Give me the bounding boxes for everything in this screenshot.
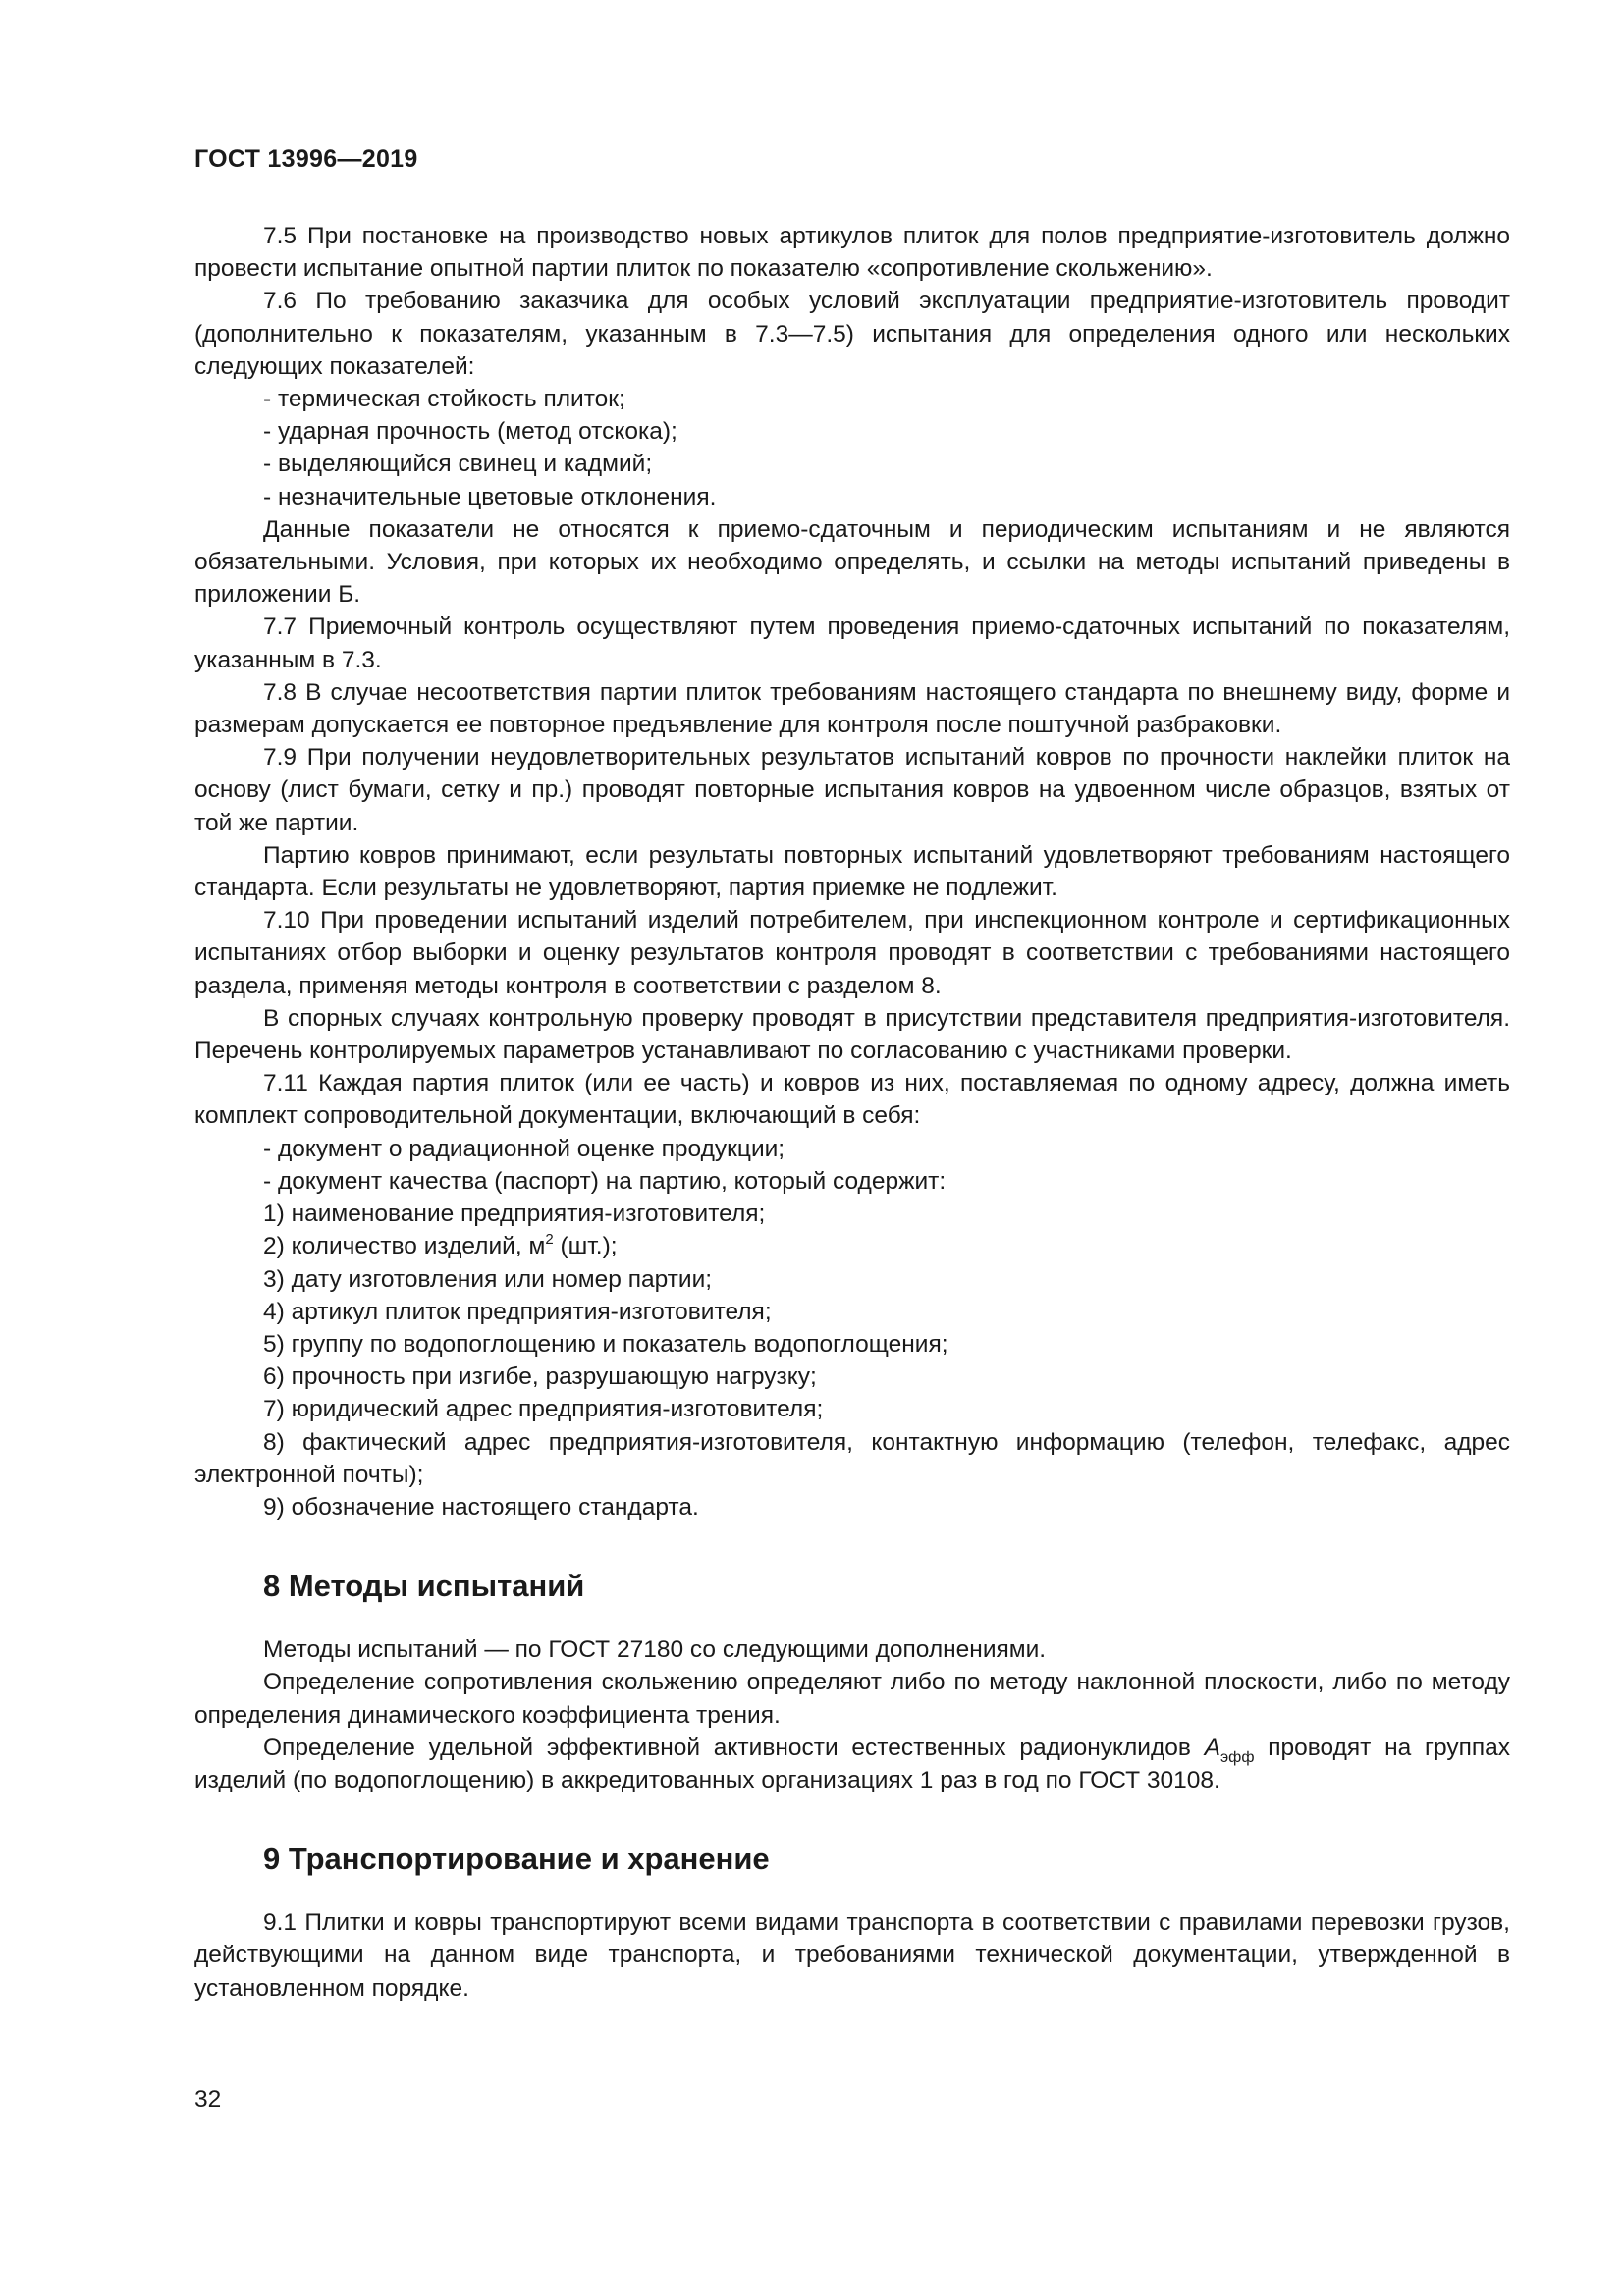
paragraph: 7.10 При проведении испытаний изделий потребителем, при инспекционном контроле и сертификационных испытаниях отбор выборки и оценку результатов контроля проводят в соответствии с требованиями настоящего раздела, применяя методы контроля в соответствии с разделом 8. xyxy=(194,907,1510,999)
section-heading: 8 Методы испытаний xyxy=(263,1569,585,1604)
document-body xyxy=(194,220,1510,2004)
paragraph: Определение сопротивления скольжению определяют либо по методу наклонной плоскости, либо по методу определения динамического коэффициента трения. xyxy=(194,1669,1510,1729)
paragraph: 8) фактический адрес предприятия-изготовителя, контактную информацию (телефон, телефакс, адрес электронной почты); xyxy=(194,1428,1510,1488)
list-item: 1) наименование предприятия-изготовителя; xyxy=(263,1201,766,1228)
list-item: 7) юридический адрес предприятия-изготовителя; xyxy=(263,1396,824,1423)
paragraph: 7.5 При постановке на производство новых артикулов плиток для полов предприятие-изготовитель должно провести испытание опытной партии плиток по показателю «сопротивление скольжению». xyxy=(194,223,1510,283)
paragraph: 7.7 Приемочный контроль осуществляют путем проведения приемо-сдаточных испытаний по показателям, указанным в 7.3. xyxy=(194,614,1510,673)
list-item: 2) количество изделий, $м^2$ (шт.); xyxy=(263,1231,618,1260)
page-number: 32 xyxy=(194,2086,222,2112)
list-item: - документ о радиационной оценке продукции; xyxy=(263,1135,785,1162)
subscript: эфф xyxy=(1220,1748,1255,1766)
paragraph: 9.1 Плитки и ковры транспортируют всеми видами транспорта в соответствии с правилами перевозки грузов, действующими на данном виде транспорта, и требованиями технической документации, утвержденной в установленном порядке. xyxy=(194,1909,1510,2002)
paragraph: Методы испытаний — по ГОСТ 27180 со следующими дополнениями. xyxy=(263,1636,1047,1664)
running-header: ГОСТ 13996—2019 xyxy=(194,145,418,173)
paragraph: Партию ковров принимают, если результаты повторных испытаний удовлетворяют требованиям настоящего стандарта. Если результаты не удовлетворяют, партия приемке не подлежит. xyxy=(194,841,1510,902)
paragraph: В спорных случаях контрольную проверку проводят в присутствии представителя предприятия-изготовителя. Перечень контролируемых параметров устанавливают по согласованию с участниками проверки. xyxy=(194,1004,1510,1065)
superscript: 2 xyxy=(545,1231,554,1249)
paragraph: 7.11 Каждая партия плиток (или ее часть) и ковров из них, поставляемая по одному адресу, должна иметь комплект сопроводительной документации, включающий в себя: xyxy=(194,1070,1510,1130)
section-heading: 9 Транспортирование и хранение xyxy=(263,1842,770,1877)
list-item: 9) обозначение настоящего стандарта. xyxy=(263,1493,699,1521)
paragraph: Данные показатели не относятся к приемо-сдаточным и периодическим испытаниям и не являются обязательными. Условия, при которых их необходимо определять, и ссылки на методы испытаний приведены в приложении Б. xyxy=(194,515,1510,609)
list-item: - документ качества (паспорт) на партию, который содержит: xyxy=(263,1167,947,1195)
paragraph: 7.6 По требованию заказчика для особых условий эксплуатации предприятие-изготовитель проводит (дополнительно к показателям, указанным в 7.3—7.5) испытания для определения одного или нескольких следующих показателей: xyxy=(194,288,1510,380)
paragraph: 7.8 В случае несоответствия партии плиток требованиям настоящего стандарта по внешнему виду, форме и размерам допускается ее повторное предъявление для контроля после поштучной разбраковки. xyxy=(194,678,1510,739)
list-item: 4) артикул плиток предприятия-изготовителя; xyxy=(263,1298,772,1325)
list-item: - ударная прочность (метод отскока); xyxy=(263,418,677,446)
list-item: - термическая стойкость плиток; xyxy=(263,386,625,413)
paragraph: 7.9 При получении неудовлетворительных результатов испытаний ковров по прочности наклейки плиток на основу (лист бумаги, сетку и пр.) проводят повторные испытания ковров на удвоенном числе образцов, взятых от той же партии. xyxy=(194,744,1510,836)
symbol: А xyxy=(1204,1734,1221,1761)
list-item: 6) прочность при изгибе, разрушающую нагрузку; xyxy=(263,1363,817,1391)
list-item: - незначительные цветовые отклонения. xyxy=(263,483,717,510)
list-item: 5) группу по водопоглощению и показатель водопоглощения; xyxy=(263,1330,948,1358)
list-item: 3) дату изготовления или номер партии; xyxy=(263,1265,713,1293)
paragraph: Определение удельной эффективной активности естественных радионуклидов $А_{эфф}$ проводят на группах изделий (по водопоглощению) в аккредитованных организациях 1 раз в год по ГОСТ 30108. xyxy=(194,1734,1510,1793)
list-item: - выделяющийся свинец и кадмий; xyxy=(263,451,653,478)
